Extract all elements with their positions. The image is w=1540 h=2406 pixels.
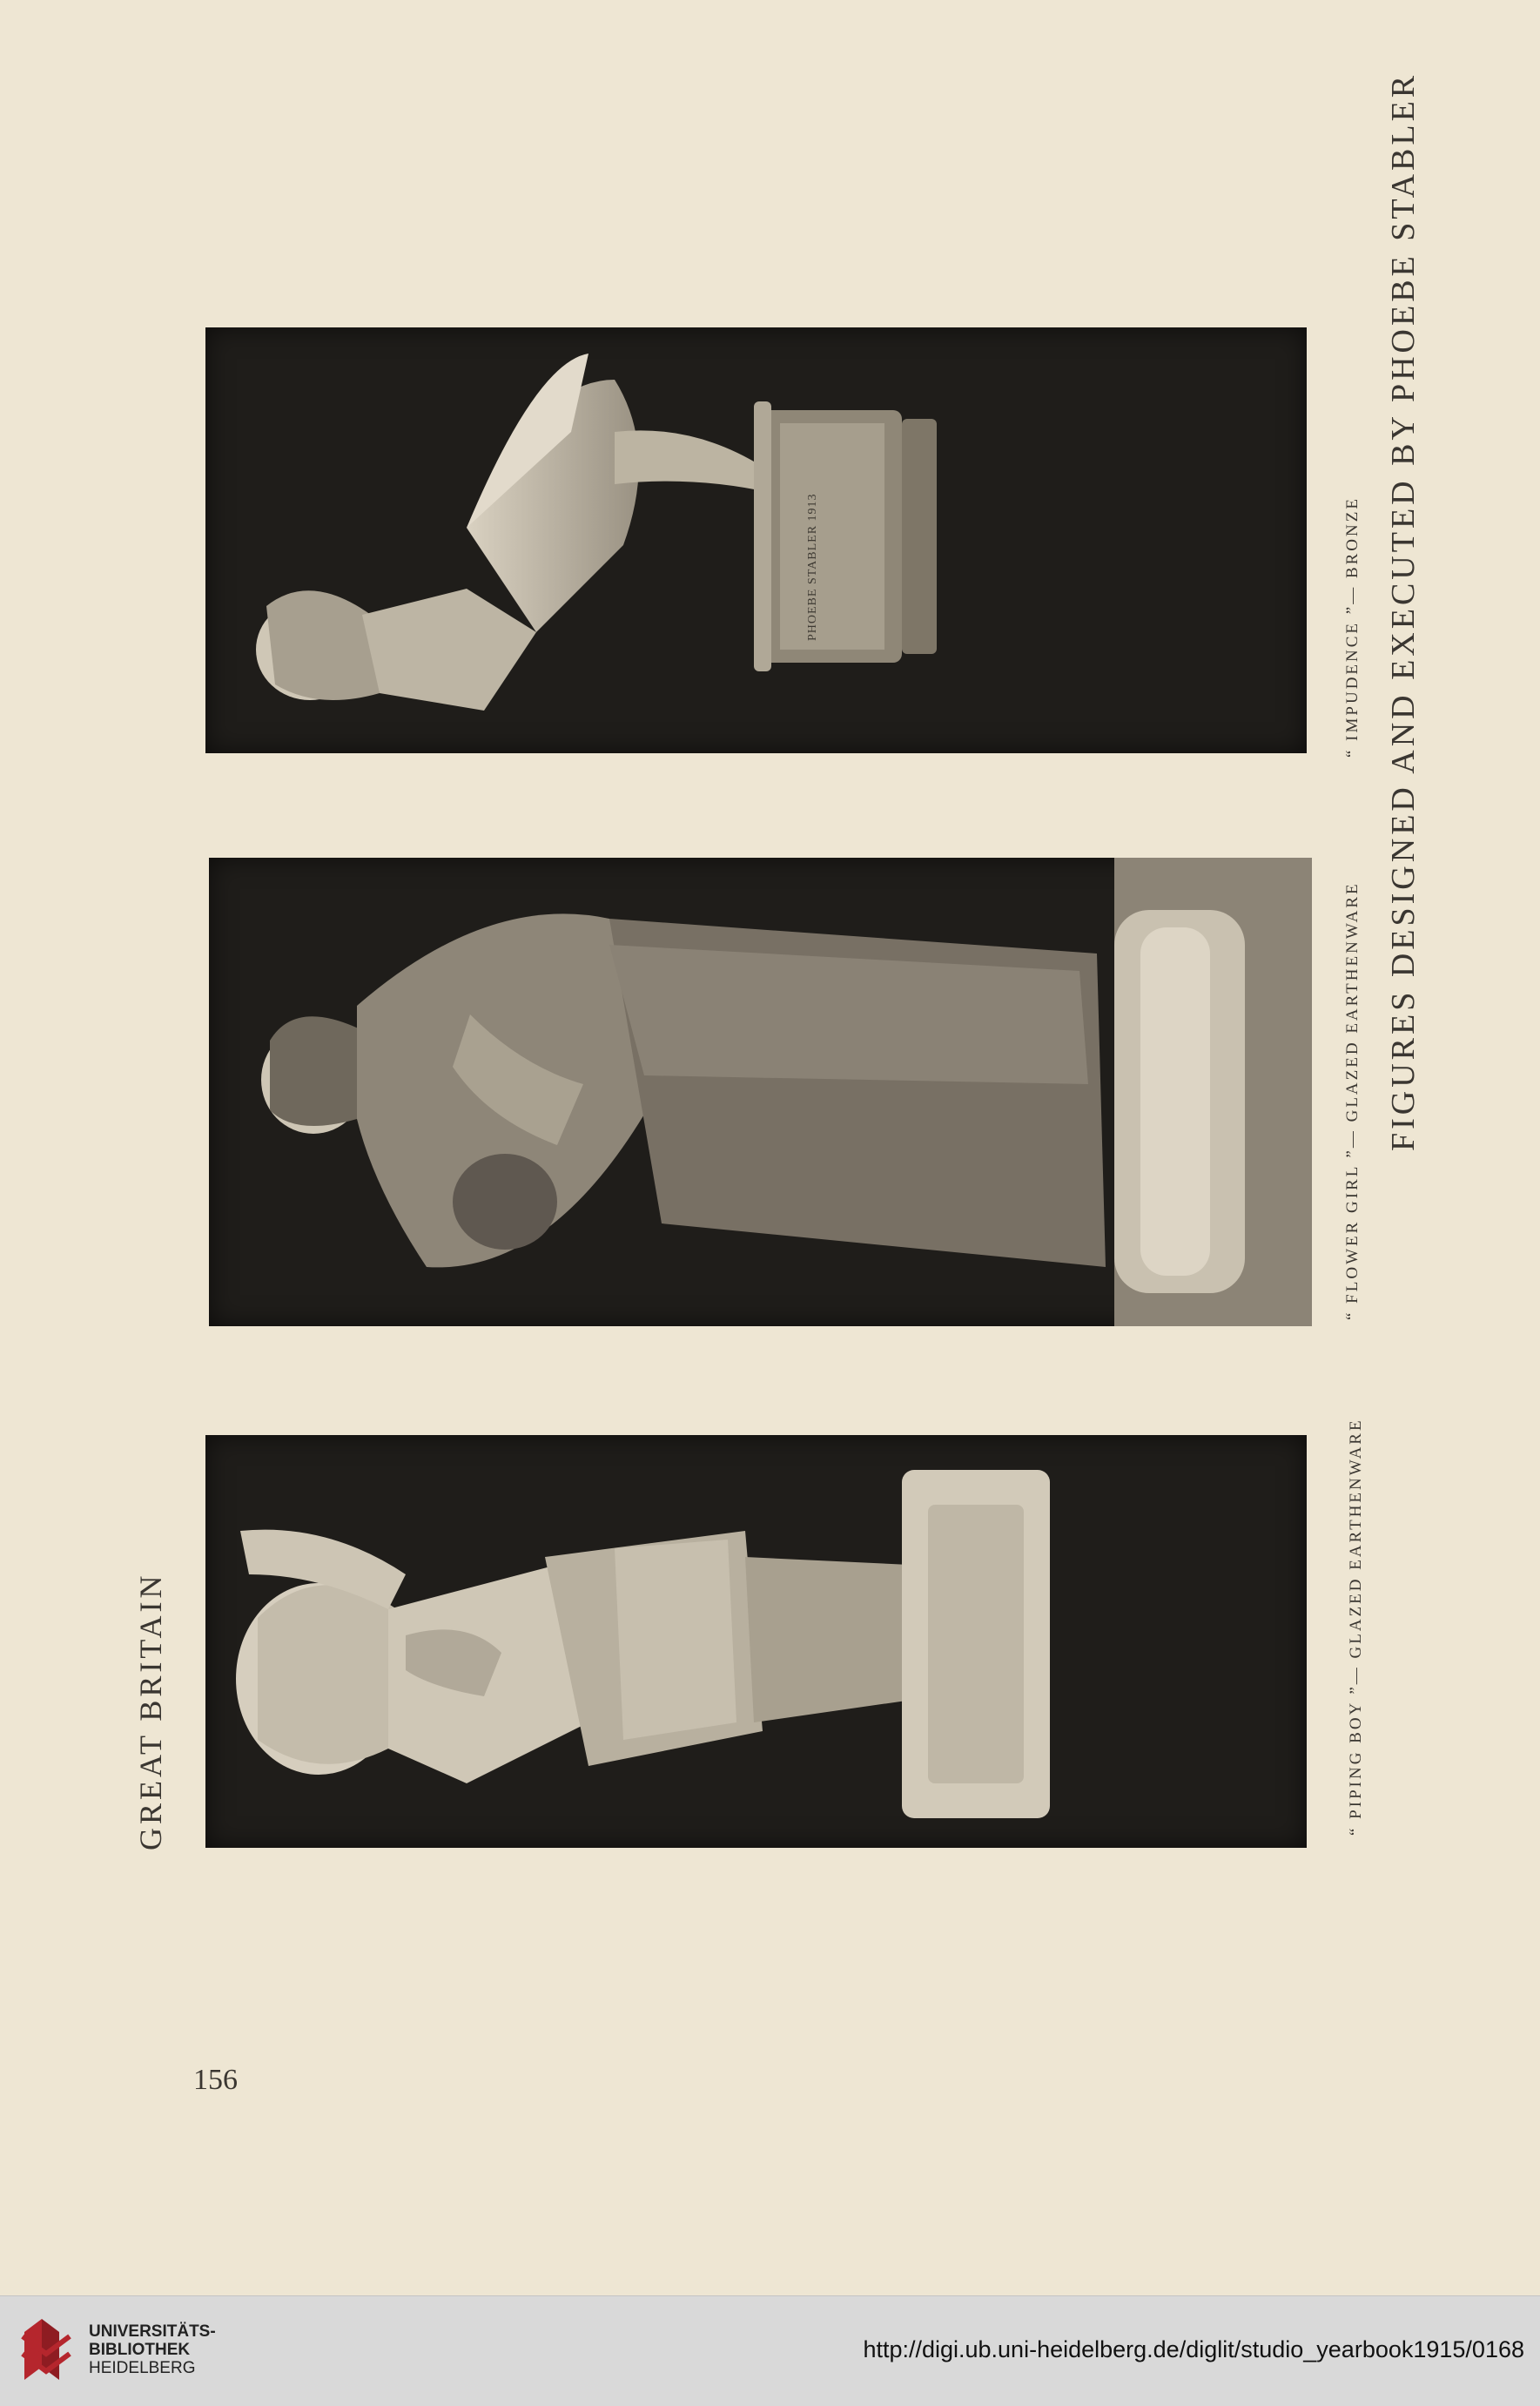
section-title: GREAT BRITAIN: [133, 1572, 168, 1850]
plate-impudence: [205, 327, 1307, 753]
library-name: [89, 2322, 216, 2377]
piping-boy-photo: [205, 1435, 1307, 1848]
page-number: 156: [193, 2064, 238, 2096]
source-url-link[interactable]: http://digi.ub.uni-heidelberg.de/diglit/studio_yearbook1915/0168: [863, 2336, 1524, 2362]
pedestal-inscription: PHOEBE STABLER 1913: [806, 493, 819, 641]
university-library-logo-icon: [16, 2310, 77, 2389]
main-caption: FIGURES DESIGNED AND EXECUTED BY PHOEBE STABLER: [1385, 71, 1422, 1151]
caption-flower-girl: “ FLOWER GIRL ”— GLAZED EARTHENWARE: [1343, 881, 1362, 1320]
plate-piping-boy: [205, 1435, 1307, 1848]
flower-girl-photo: [209, 858, 1312, 1326]
footer-bar: [0, 2295, 1540, 2406]
library-line-2: BIBLIOTHEK: [89, 2341, 191, 2359]
plate-flower-girl: [209, 858, 1312, 1326]
library-line-3: HEIDELBERG: [89, 2359, 196, 2377]
impudence-photo: [205, 327, 1307, 753]
caption-impudence: “ IMPUDENCE ”— BRONZE: [1343, 496, 1362, 758]
library-line-1: UNIVERSITÄTS-: [89, 2322, 216, 2341]
caption-piping-boy: “ PIPING BOY ”— GLAZED EARTHENWARE: [1347, 1418, 1365, 1836]
